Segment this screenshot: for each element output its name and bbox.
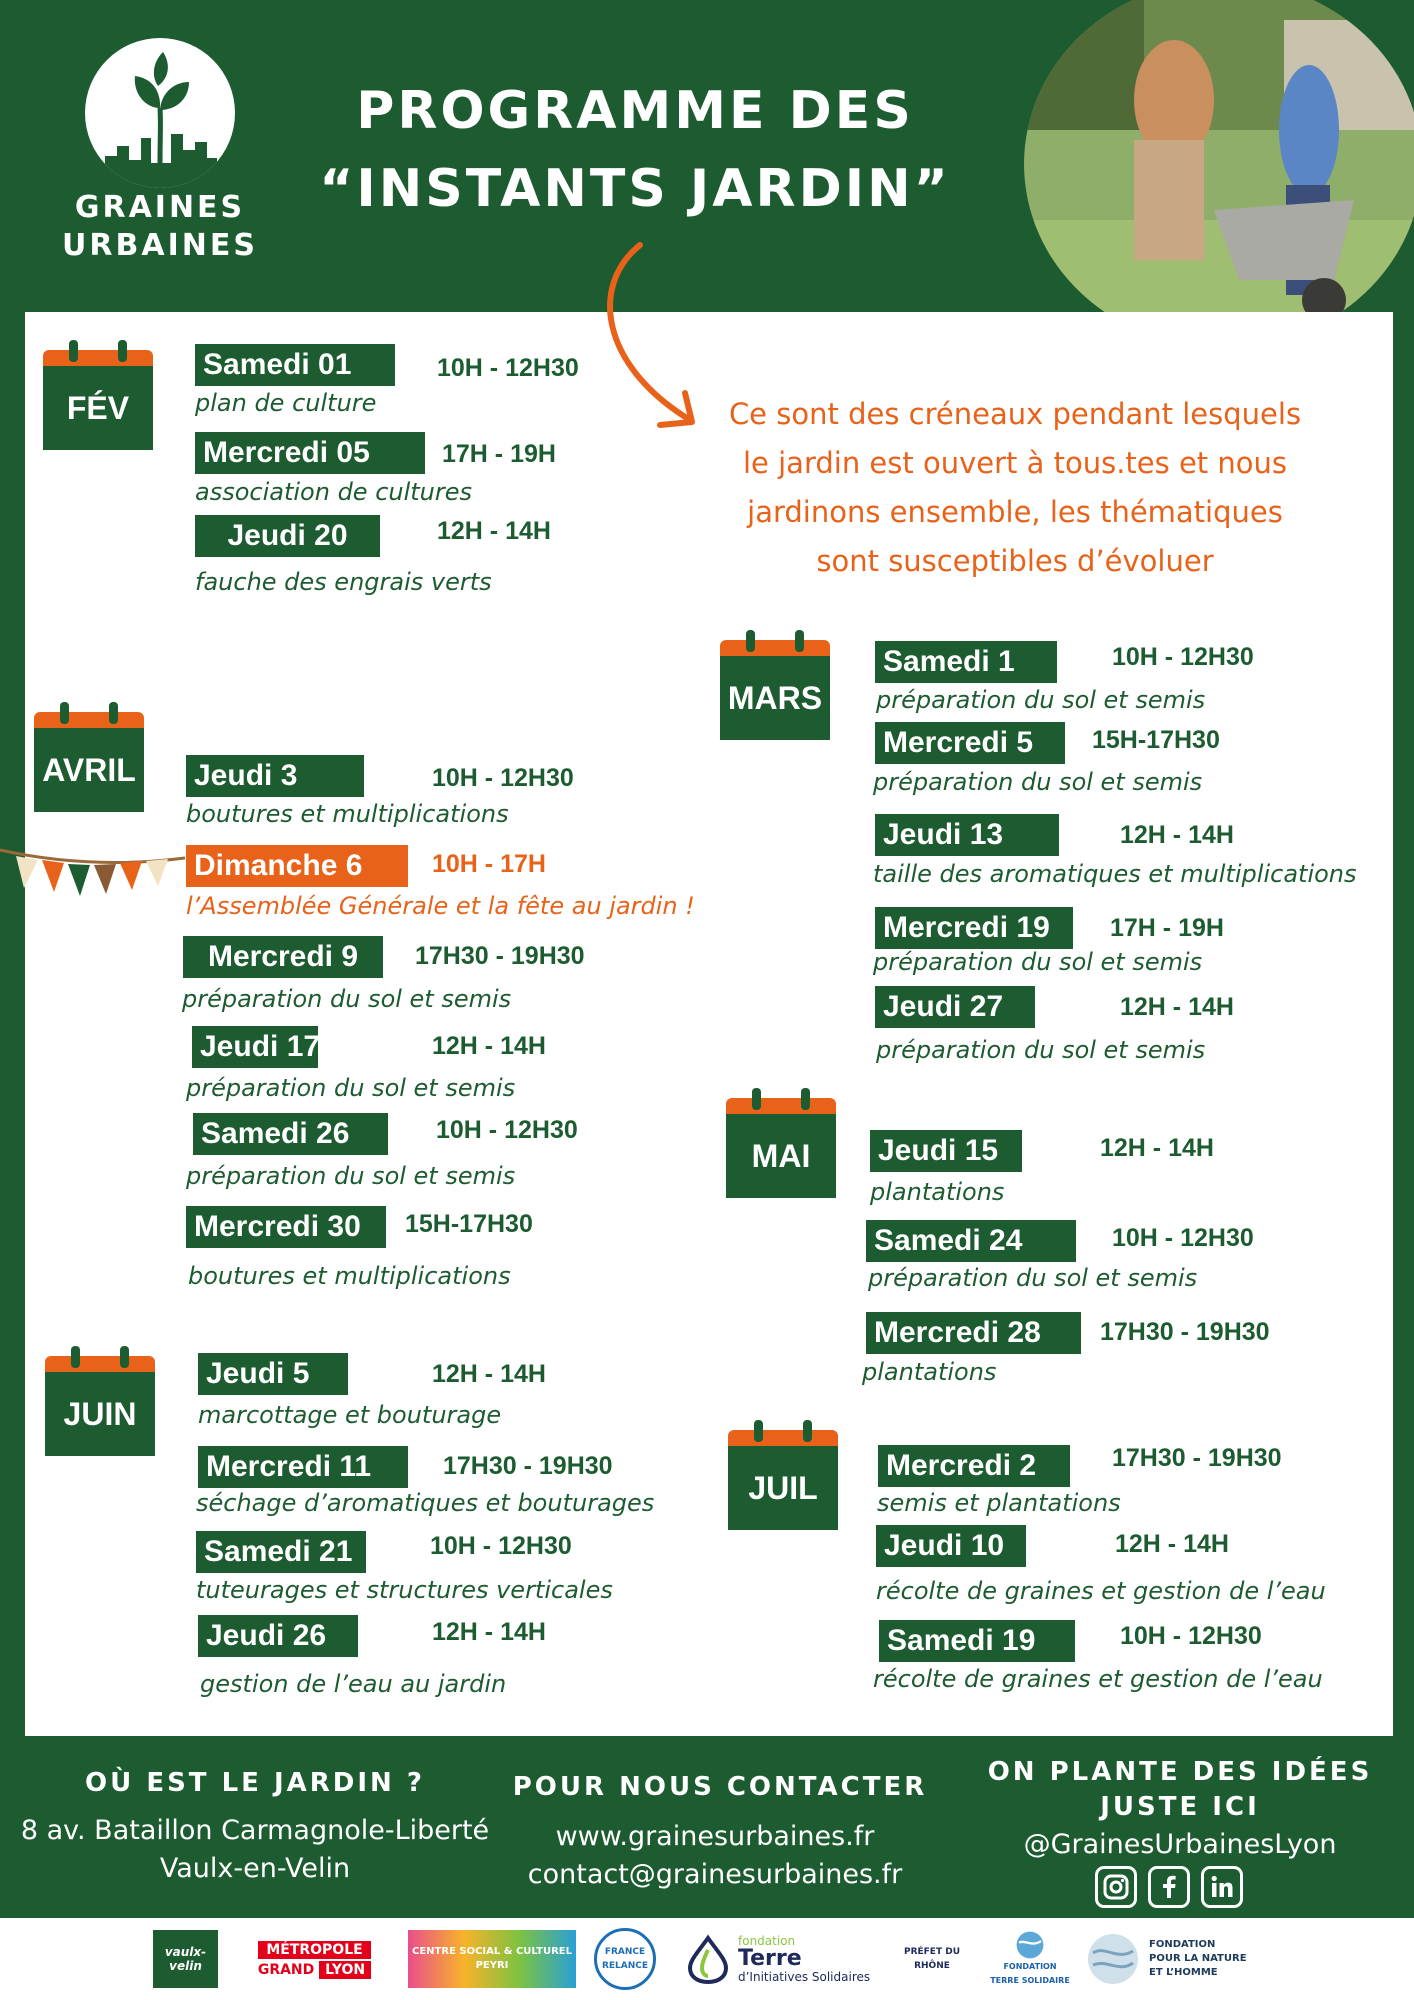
event-desc: marcottage et bouturage xyxy=(198,1401,502,1429)
partner-terre-line3: d’Initiatives Solidaires xyxy=(738,1970,871,1984)
event-day: Samedi 21 xyxy=(196,1531,366,1573)
event-desc: boutures et multiplications xyxy=(188,1262,511,1290)
event-day: Mercredi 5 xyxy=(875,722,1065,764)
event-time: 12H - 14H xyxy=(432,1032,546,1060)
brand-name-line2: URBAINES xyxy=(62,228,258,263)
event-time: 12H - 14H xyxy=(1120,821,1234,849)
event-day-highlight: Dimanche 6 xyxy=(186,845,408,887)
event-day: Mercredi 28 xyxy=(866,1312,1081,1354)
event-time: 12H - 14H xyxy=(1115,1530,1229,1558)
event-desc: boutures et multiplications xyxy=(186,800,509,828)
partner-metro-grand: GRAND xyxy=(257,1962,315,1978)
event-time: 17H30 - 19H30 xyxy=(443,1452,613,1480)
partner-logo-fts xyxy=(990,1930,1070,1988)
partner-logo-relance: FRANCE RELANCE xyxy=(594,1928,656,1990)
month-badge-mars: MARS xyxy=(720,630,830,740)
event-day: Mercredi 9 xyxy=(183,936,383,978)
event-time: 10H - 12H30 xyxy=(436,1116,578,1144)
partner-fts-text: FONDATION TERRE SOLIDAIRE xyxy=(990,1962,1070,1985)
sprout-icon xyxy=(85,38,235,188)
linkedin-icon[interactable] xyxy=(1201,1866,1243,1908)
event-time: 10H - 12H30 xyxy=(1112,1224,1254,1252)
month-badge-mai: MAI xyxy=(726,1088,836,1198)
social-title-line1: ON PLANTE DES IDÉES xyxy=(987,1757,1373,1787)
event-day: Samedi 1 xyxy=(875,641,1057,683)
event-day: Jeudi 5 xyxy=(198,1353,348,1395)
event-desc: semis et plantations xyxy=(877,1489,1121,1517)
partner-metro-line1: MÉTROPOLE xyxy=(258,1941,370,1959)
event-desc: gestion de l’eau au jardin xyxy=(200,1670,507,1698)
event-desc: préparation du sol et semis xyxy=(186,1162,516,1190)
brand-name-line1: GRAINES xyxy=(74,190,246,225)
globe-icon xyxy=(1010,1930,1050,1960)
event-day: Samedi 26 xyxy=(193,1113,388,1155)
social-handle[interactable]: @GrainesUrbainesLyon xyxy=(1023,1829,1337,1860)
event-day: Jeudi 27 xyxy=(875,986,1035,1028)
website-link[interactable]: www.grainesurbaines.fr xyxy=(555,1821,875,1852)
event-day: Jeudi 15 xyxy=(870,1130,1022,1172)
event-desc: récolte de graines et gestion de l’eau xyxy=(876,1577,1326,1605)
event-desc: préparation du sol et semis xyxy=(873,948,1203,976)
month-badge-juil: JUIL xyxy=(728,1420,838,1530)
event-desc: l’Assemblée Générale et la fête au jardin ! xyxy=(186,892,695,920)
event-day: Jeudi 17 xyxy=(192,1026,318,1068)
event-desc: tuteurages et structures verticales xyxy=(196,1576,613,1604)
event-time: 12H - 14H xyxy=(432,1360,546,1388)
event-day: Mercredi 2 xyxy=(878,1445,1070,1487)
event-day: Mercredi 11 xyxy=(198,1446,408,1488)
event-time: 10H - 12H30 xyxy=(437,354,579,382)
event-time: 17H30 - 19H30 xyxy=(415,942,585,970)
partners-bar xyxy=(0,1918,1414,2000)
partner-fnh-text: FONDATION POUR LA NATURE ET L’HOMME xyxy=(1149,1939,1247,1978)
curved-arrow-icon xyxy=(590,225,710,445)
month-badge-fev: FÉV xyxy=(43,340,153,450)
event-day: Mercredi 30 xyxy=(186,1206,386,1248)
event-time: 17H30 - 19H30 xyxy=(1112,1444,1282,1472)
bunting-decoration xyxy=(0,830,190,910)
event-time: 17H30 - 19H30 xyxy=(1100,1318,1270,1346)
event-time: 12H - 14H xyxy=(432,1618,546,1646)
event-day: Jeudi 20 xyxy=(195,515,380,557)
page-title-line2: “INSTANTS JARDIN” xyxy=(319,159,951,219)
event-time: 12H - 14H xyxy=(1100,1134,1214,1162)
partner-logo-terre xyxy=(684,1930,884,1988)
event-day: Jeudi 10 xyxy=(876,1525,1026,1567)
address-line1: 8 av. Bataillon Carmagnole-Liberté xyxy=(20,1815,490,1846)
globe-icon xyxy=(1085,1931,1141,1987)
event-desc: fauche des engrais verts xyxy=(195,568,492,596)
event-desc: préparation du sol et semis xyxy=(868,1264,1198,1292)
event-time: 10H - 12H30 xyxy=(430,1532,572,1560)
brand-logo xyxy=(85,38,235,188)
drop-icon xyxy=(684,1934,732,1984)
facebook-icon[interactable] xyxy=(1148,1866,1190,1908)
event-desc: préparation du sol et semis xyxy=(873,768,1203,796)
page-title-line1: PROGRAMME DES xyxy=(356,81,914,141)
event-time: 12H - 14H xyxy=(437,517,551,545)
partner-logo-peyri: CENTRE SOCIAL & CULTUREL PEYRI xyxy=(408,1930,576,1988)
social-title-line2: JUSTE ICI xyxy=(1100,1792,1260,1822)
address-line2: Vaulx-en-Velin xyxy=(159,1853,351,1884)
event-desc: préparation du sol et semis xyxy=(182,985,512,1013)
where-title: OÙ EST LE JARDIN ? xyxy=(85,1768,425,1798)
event-desc: taille des aromatiques et multiplications xyxy=(873,860,1357,888)
event-desc: préparation du sol et semis xyxy=(876,1036,1206,1064)
month-badge-juin: JUIN xyxy=(45,1346,155,1456)
instagram-icon[interactable] xyxy=(1095,1866,1137,1908)
event-time: 10H - 12H30 xyxy=(432,764,574,792)
event-day: Jeudi 3 xyxy=(186,755,364,797)
partner-logo-prefet: PRÉFET DU RHÔNE xyxy=(903,1947,961,1971)
contact-title: POUR NOUS CONTACTER xyxy=(512,1772,928,1802)
partner-terre-line1: fondation xyxy=(738,1934,796,1948)
event-time: 12H - 14H xyxy=(1120,993,1234,1021)
event-day: Mercredi 05 xyxy=(195,432,425,474)
event-day: Samedi 24 xyxy=(866,1220,1076,1262)
partner-logo-metropole xyxy=(233,1930,396,1988)
event-desc: préparation du sol et semis xyxy=(186,1074,516,1102)
event-desc: association de cultures xyxy=(195,478,473,506)
event-desc: récolte de graines et gestion de l’eau xyxy=(873,1665,1323,1693)
month-badge-avril: AVRIL xyxy=(34,702,144,812)
event-time: 10H - 17H xyxy=(432,850,546,878)
event-time: 10H - 12H30 xyxy=(1112,643,1254,671)
event-day: Mercredi 19 xyxy=(875,907,1073,949)
event-time: 10H - 12H30 xyxy=(1120,1622,1262,1650)
event-time: 17H - 19H xyxy=(1110,914,1224,942)
event-desc: plan de culture xyxy=(195,389,377,417)
event-desc: préparation du sol et semis xyxy=(876,686,1206,714)
event-desc: séchage d’aromatiques et bouturages xyxy=(196,1489,655,1517)
partner-terre-line2: Terre xyxy=(738,1946,802,1971)
partner-logo-fnh xyxy=(1085,1930,1255,1988)
intro-note: Ce sont des créneaux pendant lesquels le jardin est ouvert à tous.tes et nous jardinons ensemble, les thématiques sont susceptibles d’évoluer xyxy=(728,397,1302,578)
event-day: Jeudi 26 xyxy=(198,1615,358,1657)
email-link[interactable]: contact@grainesurbaines.fr xyxy=(527,1859,903,1890)
partner-logo-vaulx: vaulx-velin xyxy=(153,1930,218,1988)
event-desc: plantations xyxy=(870,1178,1005,1206)
partner-metro-lyon: LYON xyxy=(319,1961,371,1979)
event-desc: plantations xyxy=(862,1358,997,1386)
event-time: 15H-17H30 xyxy=(1092,726,1220,754)
event-day: Jeudi 13 xyxy=(875,814,1059,856)
event-day: Samedi 01 xyxy=(195,344,395,386)
event-time: 15H-17H30 xyxy=(405,1210,533,1238)
event-day: Samedi 19 xyxy=(879,1620,1075,1662)
garden-photo xyxy=(1018,0,1414,354)
event-time: 17H - 19H xyxy=(442,440,556,468)
